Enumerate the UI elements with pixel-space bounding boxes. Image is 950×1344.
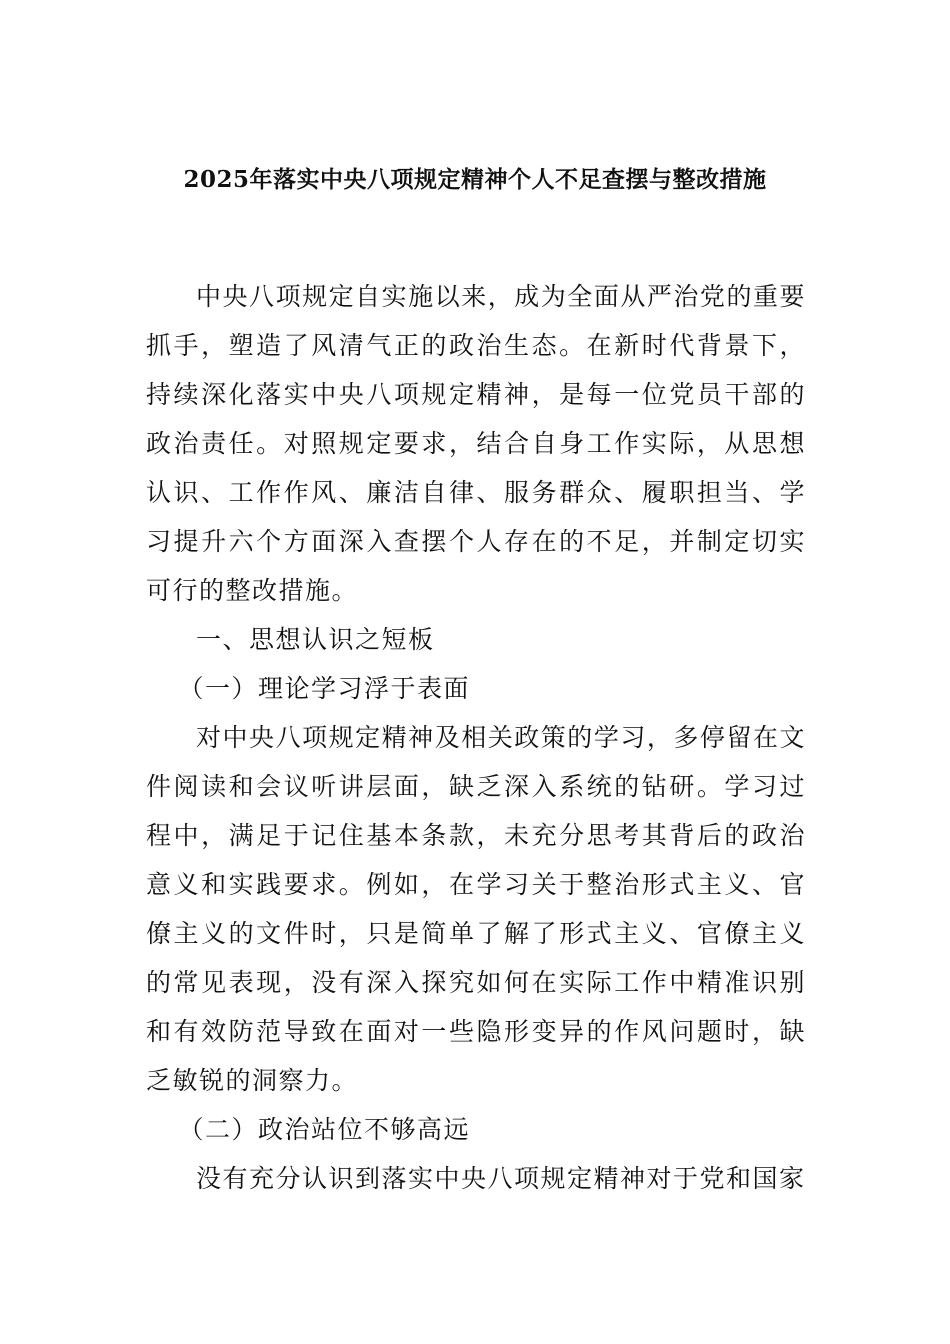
subsection-heading-1: （一）理论学习浮于表面 (178, 674, 471, 703)
subsection-paragraph-2: 没有充分认识到落实中央八项规定精神对于党和国家 (196, 1164, 806, 1193)
document-body (146, 272, 806, 1203)
subsection-heading-2: （二）政治站位不够高远 (178, 1115, 471, 1144)
intro-paragraph: 中央八项规定自实施以来，成为全面从严治党的重要抓手，塑造了风清气正的政治生态。在新时代背景下，持续深化落实中央八项规定精神，是每一位党员干部的政治责任。对照规定要求，结合自身工作实际，从思想认识、工作作风、廉洁自律、服务群众、履职担当、学习提升六个方面深入查摆个人存在的不足，并制定切实可行的整改措施。 (146, 282, 806, 605)
section-heading-1: 一、思想认识之短板 (196, 625, 435, 654)
subsection-paragraph-1: 对中央八项规定精神及相关政策的学习，多停留在文件阅读和会议听讲层面，缺乏深入系统的钻研。学习过程中，满足于记住基本条款，未充分思考其背后的政治意义和实践要求。例如，在学习关于整治形式主义、官僚主义的文件时，只是简单了解了形式主义、官僚主义的常见表现，没有深入探究如何在实际工作中精准识别和有效防范导致在面对一些隐形变异的作风问题时，缺乏敏锐的洞察力。 (146, 723, 806, 1095)
document-title: 2025年落实中央八项规定精神个人不足查摆与整改措施 (183, 166, 767, 193)
